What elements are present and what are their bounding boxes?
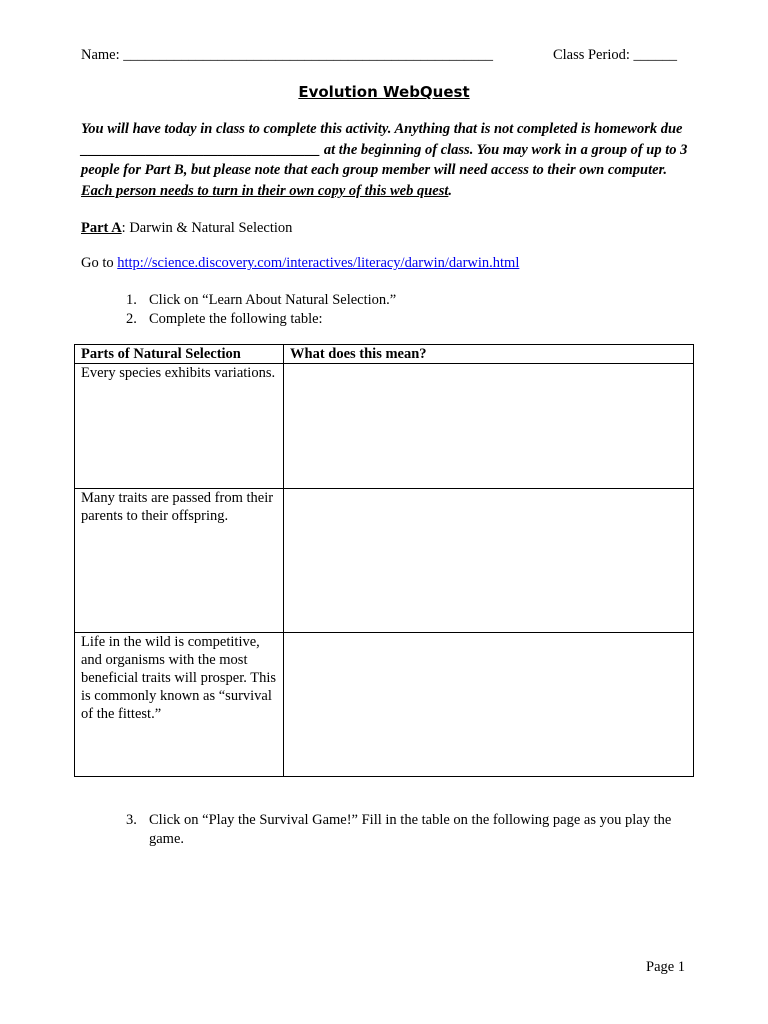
- steps-list: [126, 291, 396, 328]
- table-cell-part: Life in the wild is competitive, and organisms with the most beneficial traits will prosper. This is commonly known as “survival of the fittest.”: [75, 633, 284, 777]
- intro-paragraph: [81, 119, 691, 202]
- table-row: [75, 364, 694, 489]
- table-row: [75, 489, 694, 633]
- table-header-row: [75, 345, 694, 364]
- class-period-label: Class Period: ______: [552, 47, 677, 63]
- name-field-label: Name: ___________________________________________________: [81, 47, 494, 63]
- goto-line: [81, 255, 519, 272]
- intro-underlined-text: Each person needs to turn in their own copy of this web quest: [81, 183, 449, 200]
- table-cell-answer[interactable]: [284, 489, 694, 633]
- step-number: 1.: [126, 292, 137, 308]
- table-cell-answer[interactable]: [284, 633, 694, 777]
- part-a-title: : Darwin & Natural Selection: [121, 220, 293, 236]
- list-item: [126, 291, 396, 310]
- goto-prefix: Go to: [81, 255, 118, 271]
- step-text: Click on “Learn About Natural Selection.”: [149, 292, 397, 308]
- step-text: Click on “Play the Survival Game!” Fill in the table on the following page as you play the game.: [149, 812, 672, 847]
- table-row: [75, 633, 694, 777]
- part-a-label: Part A: [81, 220, 122, 236]
- step-number: 3.: [126, 812, 137, 828]
- table-cell-answer[interactable]: [284, 364, 694, 489]
- intro-end: .: [448, 183, 453, 200]
- table-cell-part: Every species exhibits variations.: [75, 364, 284, 489]
- list-item: [126, 310, 396, 329]
- column-header-parts: Parts of Natural Selection: [75, 345, 284, 364]
- step-number: 2.: [126, 310, 137, 327]
- step-3: [126, 811, 709, 848]
- darwin-link[interactable]: http://science.discovery.com/interactives/literacy/darwin/darwin.html: [117, 255, 520, 271]
- natural-selection-table: [74, 344, 694, 777]
- page-number: Page 1: [646, 959, 686, 975]
- part-a-heading: [81, 220, 292, 237]
- page-title: Evolution WebQuest: [298, 83, 470, 101]
- header-row: [81, 47, 677, 67]
- column-header-meaning: What does this mean?: [284, 345, 694, 364]
- step-text: Complete the following table:: [149, 310, 323, 327]
- intro-text: You will have today in class to complete this activity. Anything that is not completed is homework due _________________________________ at the beginning of class. You may work in a group of up to 3 people for Part B, but please note that each group member will need access to their own computer.: [81, 121, 688, 179]
- table-cell-part: Many traits are passed from their parents to their offspring.: [75, 489, 284, 633]
